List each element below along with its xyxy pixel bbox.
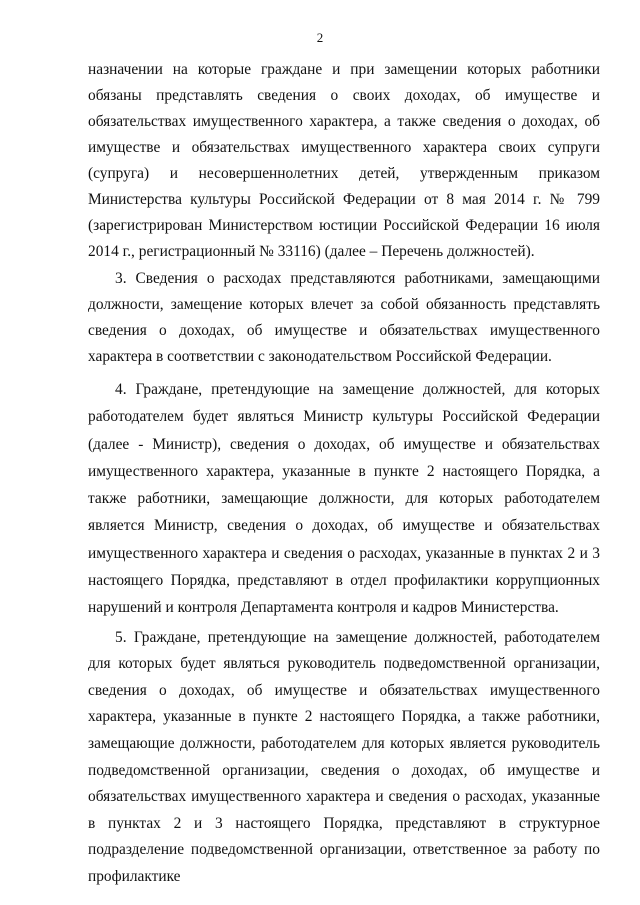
paragraph-item-5: 5. Граждане, претендующие на замещение должностей, работодателем для которых будет являться руководитель подведомственной организации, сведения о доходах, об имуществе и обязательствах имущественного характера, указанные в пункте 2 настоящего Порядка, а также работники, замещающие должности, работодателем для которых является руководитель подведомственной организации, сведения о доходах, об имуществе и обязательствах имущественного характера и сведения о расходах, указанные в пунктах 2 и 3 настоящего Порядка, представляют в структурное подразделение подведомственной организации, ответственное за работу по профилактике (88, 628, 600, 886)
paragraph-continuation: назначении на которые граждане и при замещении которых работники обязаны представлять сведения о своих доходах, об имуществе и обязательствах имущественного характера, а также сведения о доходах, об имуществе и обязательствах имущественного характера своих супруги (супруга) и несовершеннолетних детей, утвержденным приказом Министерства культуры Российской Федерации от 8 мая 2014 г. № 799 (зарегистрирован Министерством юстиции Российской Федерации 16 июля 2014 г., регистрационный № 33116) (далее – Перечень должностей). (88, 61, 600, 260)
page-number: 2 (316, 30, 324, 45)
paragraph-item-4: 4. Граждане, претендующие на замещение должностей, для которых работодателем будет являться Министр культуры Российской Федерации (далее - Министр), сведения о доходах, об имуществе и обязательствах имущественного характера, указанные в пункте 2 настоящего Порядка, а также работники, замещающие должности, для которых работодателем является Министр, сведения о доходах, об имуществе и обязательствах имущественного характера и сведения о расходах, указанные в пунктах 2 и 3 настоящего Порядка, представляют в отдел профилактики коррупционных нарушений и контроля Департамента контроля и кадров Министерства. (88, 381, 600, 617)
document-body (88, 57, 600, 891)
paragraph-item-3: 3. Сведения о расходах представляются работниками, замещающими должности, замещение которых влечет за собой обязанность представлять сведения о доходах, об имуществе и обязательствах имущественного характера в соответствии с законодательством Российской Федерации. (88, 270, 600, 365)
